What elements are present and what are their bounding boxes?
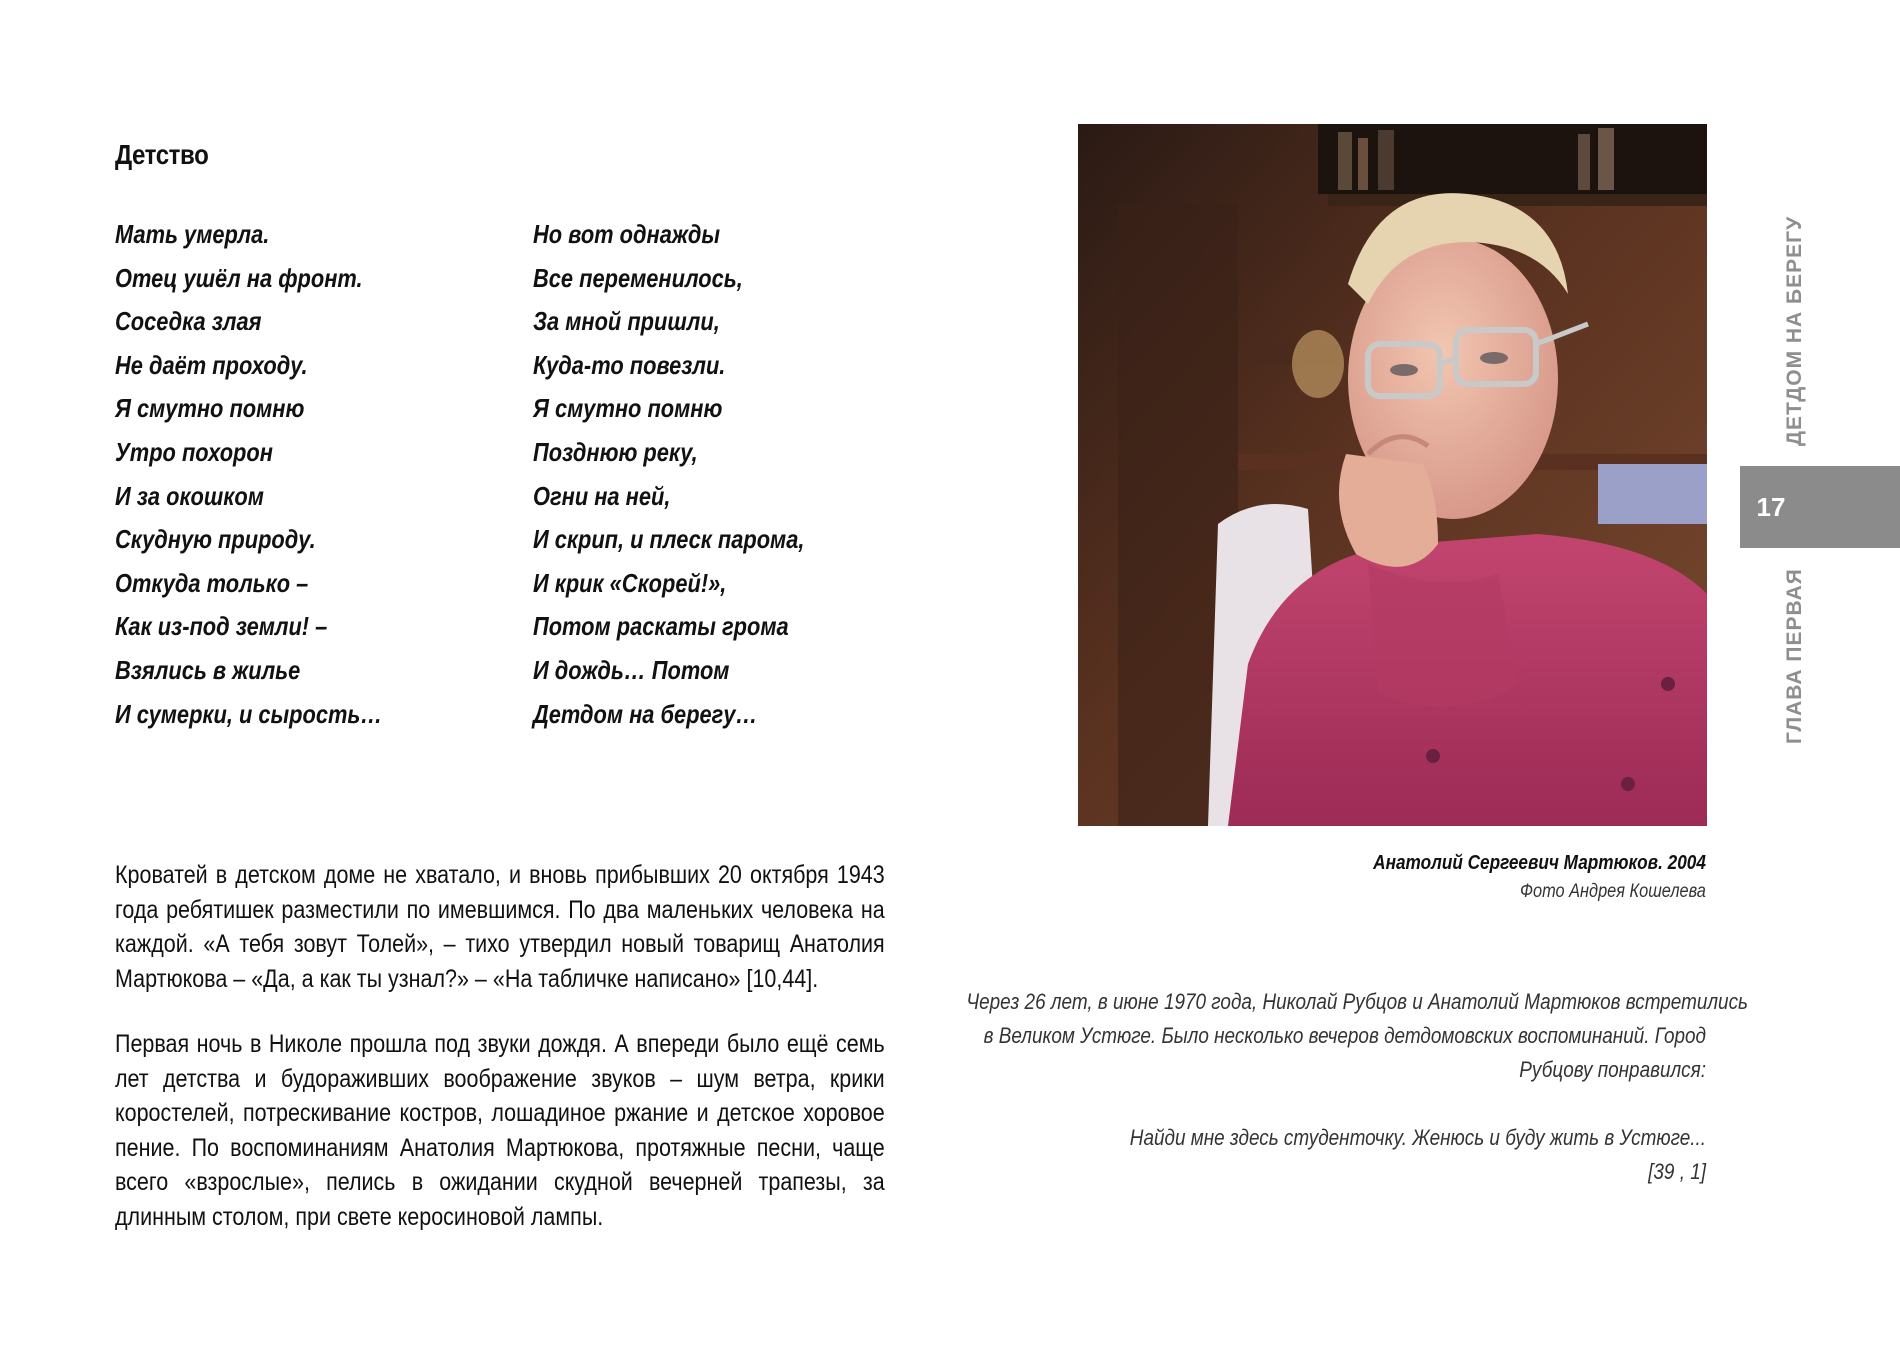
aside-line: в Великом Устюге. Было несколько вечеров детдомовских воспоминаний. Город [983,1023,1706,1048]
chapter-title-vertical: ДЕТДОМ НА БЕРЕГУ [1783,215,1806,446]
poem-line: Соседка злая [115,306,262,337]
poem-line: Как из-под земли! – [115,611,328,642]
poem-line: Но вот однажды [533,219,721,249]
poem-line: Я смутно помню [533,393,723,424]
poem-line: Взялись в жилье [115,654,301,685]
body-paragraph: Кроватей в детском доме не хватало, и вновь прибывших 20 октября 1943 года ребятишек разместили по имевшимся. По два маленьких человека на каждой. «А тебя зовут Толей», – тихо утвердил новый товарищ Анатолия Мартюкова – «Да, а как ты узнал?» – «На табличке написано» [10,44]. [115,861,885,993]
poem-line: Куда-то повезли. [533,349,726,380]
poem-line: Все переменилось, [533,262,743,293]
poem-line: Скудную природу. [115,524,316,555]
poem-line: За мной пришли, [533,306,720,337]
poem-line: Потом раскаты грома [533,611,789,642]
caption-title: Анатолий Сергеевич Мартюков. 2004 [1373,852,1706,874]
poem-line: И сумерки, и сырость… [115,698,383,729]
poem-line: Отец ушёл на фронт. [115,262,363,293]
aside-line: Рубцову понравился: [1519,1057,1706,1082]
poem-line: Позднюю реку, [533,436,698,467]
poem-line: Я смутно помню [115,393,305,424]
aside-text [966,985,1748,1087]
section-heading: Детство [115,138,209,170]
portrait-photo [1078,124,1707,826]
chapter-label-vertical: ГЛАВА ПЕРВАЯ [1783,568,1806,744]
poem-line: Огни на ней, [533,480,671,511]
aside-quote [1130,1121,1706,1189]
poem-line: И крик «Скорей!», [533,567,727,598]
aside-line: Через 26 лет, в июне 1970 года, Николай Рубцов и Анатолий Мартюков встретились [966,989,1748,1014]
quote-citation: [39 , 1] [1648,1159,1706,1184]
body-paragraph: Первая ночь в Николе прошла под звуки дождя. А впереди было ещё семь лет детства и будораживших воображение звуков – шум ветра, крики коростелей, потрескивание костров, лошадиное ржание и детское хоровое пение. По воспоминаниям Анатолия Мартюкова, протяжные песни, чаще всего «взрослые», пелись в ожидании скудной вечерней трапезы, за длинным столом, при свете керосиновой лампы. [115,1030,885,1231]
poem-left-column [115,213,382,736]
poem-line: Утро похорон [115,436,273,467]
poem-line: Мать умерла. [115,219,270,249]
poem-line: Откуда только – [115,567,309,598]
quote-text: Найди мне здесь студенточку. Женюсь и буду жить в Устюге... [1129,1125,1706,1150]
photo-caption [1319,852,1706,903]
poem-line: Не даёт проходу. [115,349,308,380]
poem-line: Детдом на берегу… [533,698,758,729]
poem-line: И скрип, и плеск парома, [533,524,805,555]
poem-line: И дождь… Потом [533,654,730,685]
poem-line: И за окошком [115,480,264,511]
page-number: 17 [1756,492,1786,522]
caption-credit: Фото Андрея Кошелева [1520,881,1706,902]
poem-right-column [533,213,804,736]
